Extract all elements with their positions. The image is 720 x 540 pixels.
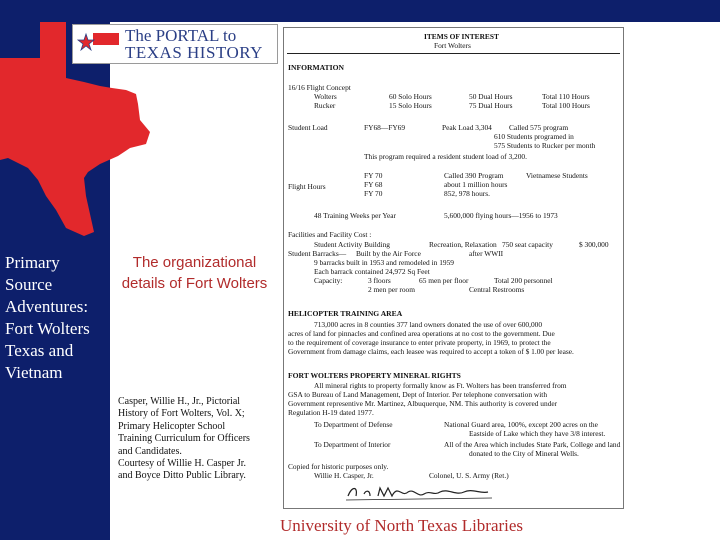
capacity-floors: 3 floors <box>368 276 391 285</box>
facilities-cost: Facilities and Facility Cost : <box>288 230 372 239</box>
helicopter-line: acres of land for pinnacles and confined area operations at no cost to the government. Due <box>288 329 555 338</box>
rucker-dual: 75 Dual Hours <box>469 101 513 110</box>
citation-line: Training Curriculum for Officers <box>118 433 250 445</box>
student-activity-label: Student Activity Building <box>314 240 390 249</box>
slide-title-line: Source <box>5 275 53 294</box>
capacity-men-floor: 65 men per floor <box>419 276 469 285</box>
slide-title-line: Vietnam <box>5 363 63 382</box>
source-citation <box>118 396 280 483</box>
donated-text: donated to the City of Mineral Wells. <box>469 449 579 458</box>
copied-text: Copied for historic purposes only. <box>288 462 389 471</box>
citation-line: Primary Helicopter School <box>118 420 226 432</box>
slide-title-line: Adventures: <box>5 297 89 316</box>
subtitle-line: details of Fort Wolters <box>121 275 268 292</box>
slide-title <box>5 252 115 384</box>
flying-hours-total: 5,600,000 flying hours—1956 to 1973 <box>444 211 558 220</box>
doc-subtitle: Fort Wolters <box>434 41 471 50</box>
student-activity-cost: $ 300,000 <box>579 240 609 249</box>
wolters-label: Wolters <box>314 92 337 101</box>
student-barracks-built: Built by the Air Force <box>356 249 421 258</box>
to-interior-text: All of the Area which includes State Park, College and land <box>444 440 621 449</box>
barrack-sqft: Each barrack contained 24,972 Sq Feet <box>314 267 430 276</box>
scanned-document <box>283 27 624 509</box>
student-load-peak: Peak Load 3,304 <box>442 123 492 132</box>
rucker-label: Rucker <box>314 101 336 110</box>
fy68-label: FY 68 <box>364 180 383 189</box>
subtitle-line: The organizational <box>132 254 257 271</box>
fy70-a-label: FY 70 <box>364 171 383 180</box>
student-load-label: Student Load <box>288 123 328 132</box>
slide-title-line: Fort Wolters <box>5 319 90 338</box>
barracks-1953: 9 barracks built in 1953 and remodeled in 1959 <box>314 258 454 267</box>
students-programed: 610 Students programed in <box>494 132 574 141</box>
mineral-line: All mineral rights to property formally know as Ft. Wolters has been transferred from <box>314 381 567 390</box>
eastside-text: Eastside of Lake which they have 3/8 interest. <box>469 429 606 438</box>
fy70-a-students: Vietnamese Students <box>526 171 588 180</box>
slide-title-line: Texas and <box>5 341 74 360</box>
capacity-total: Total 200 personnel <box>494 276 553 285</box>
to-defense-label: To Department of Defense <box>314 420 393 429</box>
resident-load: This program required a resident student load of 3,200. <box>364 152 527 161</box>
wolters-total: Total 110 Hours <box>542 92 590 101</box>
student-activity-seats: 750 seat capacity <box>502 240 553 249</box>
student-activity-use: Recreation, Relaxation <box>429 240 497 249</box>
signer-rank: Colonel, U. S. Army (Ret.) <box>429 471 509 480</box>
citation-line: History of Fort Wolters, Vol. X; <box>118 408 245 420</box>
logo-title-line1: The PORTAL to <box>125 26 237 45</box>
slide-title-line: Primary <box>5 253 60 272</box>
fy70-a-program: Called 390 Program <box>444 171 504 180</box>
flight-concept: 16/16 Flight Concept <box>288 83 351 92</box>
handwritten-signature <box>344 480 494 504</box>
texas-flag-icon <box>75 25 121 63</box>
section-helicopter: HELICOPTER TRAINING AREA <box>288 309 403 318</box>
mineral-line: GSA to Bureau of Land Management, Dept of Interior. Per telephone conversation with <box>288 390 548 399</box>
helicopter-line: 713,000 acres in 8 counties 377 land owners donated the use of over 600,000 <box>314 320 543 329</box>
doc-rule <box>287 53 620 54</box>
student-load-fy: FY68—FY69 <box>364 123 406 132</box>
central-restrooms: Central Restrooms <box>469 285 525 294</box>
wolters-dual: 50 Dual Hours <box>469 92 513 101</box>
fy68-hours: about 1 million hours <box>444 180 508 189</box>
fy70-b-hours: 852, 978 hours. <box>444 189 490 198</box>
citation-line: and Candidates. <box>118 445 182 457</box>
slide-subtitle <box>112 252 277 294</box>
citation-line: Casper, Willie H., Jr., Pictorial <box>118 396 241 407</box>
flight-hours-label: Flight Hours <box>288 182 326 191</box>
mineral-line: Government representive Mr. Martinez, Albuquerque, NM. This authority is covered under <box>288 399 558 408</box>
citation-line: and Boyce Ditto Public Library. <box>118 470 246 482</box>
fy70-b-label: FY 70 <box>364 189 383 198</box>
citation-line: Courtesy of Willie H. Casper Jr. <box>118 458 247 470</box>
to-defense-text: National Guard area, 100%, except 200 acres on the <box>444 420 598 429</box>
mineral-line: Regulation H-19 dated 1977. <box>288 408 374 417</box>
signer-name: Willie H. Casper, Jr. <box>314 471 374 480</box>
section-mineral: FORT WOLTERS PROPERTY MINERAL RIGHTS <box>288 371 461 380</box>
section-information: INFORMATION <box>288 63 344 72</box>
to-interior-label: To Department of Interior <box>314 440 391 449</box>
portal-logo[interactable] <box>72 24 278 64</box>
capacity-label: Capacity: <box>314 276 343 285</box>
rucker-solo: 15 Solo Hours <box>389 101 432 110</box>
wolters-solo: 60 Solo Hours <box>389 92 432 101</box>
rucker-total: Total 100 Hours <box>542 101 590 110</box>
student-barracks-label: Student Barracks— <box>288 249 347 258</box>
students-to-rucker: 575 Students to Rucker per month <box>494 141 596 150</box>
training-weeks: 48 Training Weeks per Year <box>314 211 396 220</box>
helicopter-line: to the requirement of coverage insurance to enter private property, in 1969, to protect the <box>288 338 551 347</box>
footer-credit[interactable]: University of North Texas Libraries <box>280 516 524 535</box>
student-load-program: Called 575 program <box>509 123 569 132</box>
doc-title: ITEMS OF INTEREST <box>424 32 499 41</box>
men-per-room: 2 men per room <box>368 285 415 294</box>
student-barracks-after: after WWII <box>469 249 504 258</box>
helicopter-line: Government from damage claims, each leasee was required to accept a token of $ 1.00 per lease. <box>288 347 574 356</box>
logo-title-line2: TEXAS HISTORY <box>125 43 263 62</box>
